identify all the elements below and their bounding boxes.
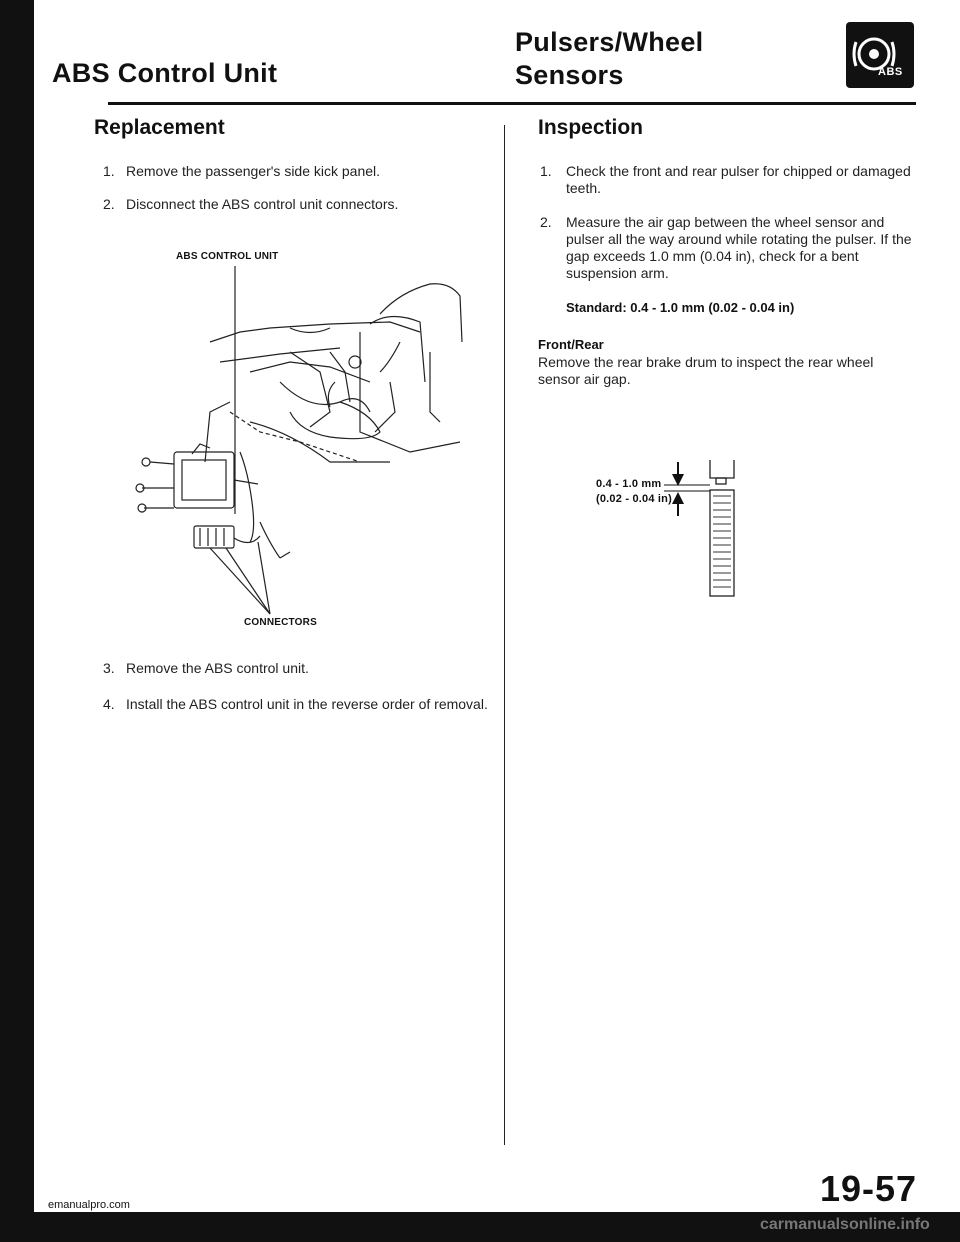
pulser-teeth: [713, 496, 731, 587]
front-rear-note: Remove the rear brake drum to inspect the rear wheel sensor air gap.: [538, 354, 874, 387]
figure-label-abs-control-unit: ABS CONTROL UNIT: [176, 251, 279, 262]
abs-badge: [846, 22, 914, 88]
subheading-front-rear: Front/Rear: [538, 337, 604, 352]
step-text: Measure the air gap between the wheel sensor and pulser all the way around while rotating the pulser. If the gap exceeds 1.0 mm (0.04 in), check for a bent suspension arm.: [566, 214, 912, 281]
step-text: Check the front and rear pulser for chipped or damaged teeth.: [566, 163, 911, 196]
step-text: Disconnect the ABS control unit connectors.: [126, 196, 399, 212]
step-number: 4.: [103, 696, 115, 712]
section-heading-inspection: Inspection: [538, 116, 644, 139]
figure-label-connectors: CONNECTORS: [244, 617, 317, 628]
step-number: 3.: [103, 660, 115, 676]
badge-label: ABS: [878, 66, 903, 78]
title-line: Sensors: [515, 60, 624, 90]
header-rule: [108, 102, 916, 105]
step-number: 1.: [103, 163, 115, 179]
step-text: Remove the passenger's side kick panel.: [126, 163, 381, 179]
page-number: 19-57: [820, 1168, 918, 1209]
spine-tab: [34, 580, 50, 620]
binding-spine: [0, 0, 34, 1242]
footer-url[interactable]: emanualpro.com: [44, 1199, 134, 1211]
page-title-right: [515, 26, 703, 92]
title-line: Pulsers/Wheel: [515, 27, 704, 57]
step-number: 1.: [540, 163, 552, 179]
footer-watermark: carmanualsonline.info: [760, 1216, 930, 1233]
section-heading-replacement: Replacement: [94, 116, 225, 139]
step-text: Install the ABS control unit in the reverse order of removal.: [126, 696, 488, 712]
spine-tab: [34, 1055, 50, 1095]
step-text: Remove the ABS control unit.: [126, 660, 309, 676]
standard-spec: Standard: 0.4 - 1.0 mm (0.02 - 0.04 in): [566, 300, 795, 315]
gap-in-label: (0.02 - 0.04 in): [596, 493, 672, 505]
abs-warning-icon: [846, 22, 914, 88]
gap-mm-label: 0.4 - 1.0 mm: [596, 478, 662, 490]
abs-control-unit-illustration: [130, 262, 470, 622]
spine-tab: [34, 108, 56, 164]
column-divider: [504, 125, 505, 1145]
air-gap-diagram: [656, 454, 736, 612]
step-number: 2.: [103, 196, 115, 212]
step-number: 2.: [540, 214, 552, 230]
page-title-left: ABS Control Unit: [52, 58, 278, 88]
